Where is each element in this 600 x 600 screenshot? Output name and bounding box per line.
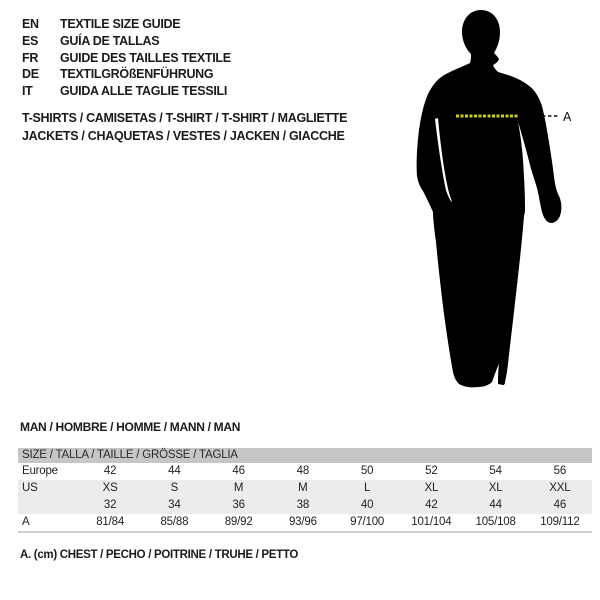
language-code: ES — [22, 33, 39, 48]
cell: S — [170, 482, 179, 494]
language-label: TEXTILE SIZE GUIDE — [60, 17, 181, 31]
table-row-numeric — [18, 497, 592, 514]
cell: 48 — [296, 465, 310, 477]
cell: 42 — [103, 465, 117, 477]
table-row-chest-a — [18, 514, 592, 531]
cell: 36 — [232, 499, 245, 511]
cell: 89/92 — [224, 516, 253, 528]
row-label — [18, 497, 78, 514]
table-row-us — [18, 480, 592, 497]
language-code: DE — [22, 67, 39, 82]
garment-line-jackets: JACKETS / CHAQUETAS / VESTES / JACKEN / GIACCHE — [22, 129, 345, 143]
cell: 93/96 — [288, 516, 317, 528]
language-code: FR — [22, 50, 39, 65]
man-silhouette-shape — [417, 10, 562, 387]
man-back-silhouette-icon — [408, 6, 578, 390]
garment-line-tshirts: T-SHIRTS / CAMISETAS / T-SHIRT / T-SHIRT / MAGLIETTE — [22, 111, 348, 125]
language-row-fr — [22, 50, 231, 67]
cell: M — [233, 482, 244, 494]
cell: 105/108 — [475, 516, 516, 528]
language-row-en — [22, 16, 231, 33]
cell: 38 — [296, 499, 310, 511]
section-title-man: MAN / HOMBRE / HOMME / MANN / MAN — [20, 420, 241, 434]
cell: 46 — [553, 499, 567, 511]
language-code: IT — [22, 84, 33, 99]
cell: 42 — [425, 499, 438, 511]
language-list — [22, 16, 231, 100]
measure-label-a: A — [563, 110, 572, 124]
cell: XXL — [549, 482, 571, 494]
language-label: TEXTILGRÖßENFÜHRUNG — [60, 67, 214, 82]
size-table-header: SIZE / TALLA / TAILLE / GRÖSSE / TAGLIA — [18, 448, 592, 463]
size-table — [18, 448, 592, 533]
cell: XS — [102, 482, 118, 494]
cell: 46 — [232, 465, 245, 477]
language-row-it — [22, 83, 231, 100]
cell: 34 — [168, 499, 181, 511]
cell: 44 — [489, 499, 502, 511]
cell: M — [298, 482, 308, 494]
cell: 85/88 — [160, 516, 189, 528]
language-label: GUIDE DES TAILLES TEXTILE — [60, 50, 231, 65]
garment-categories — [22, 109, 347, 145]
cell: 44 — [168, 465, 181, 477]
cell: 52 — [425, 465, 438, 477]
cell: 50 — [360, 465, 374, 477]
cell: 40 — [360, 499, 374, 511]
language-row-de — [22, 66, 231, 83]
row-label: Europe — [22, 465, 58, 477]
cell: 56 — [553, 465, 567, 477]
language-label: GUIDA ALLE TAGLIE TESSILI — [60, 84, 228, 99]
row-label: US — [22, 482, 38, 494]
measurement-footnote: A. (cm) CHEST / PECHO / POITRINE / TRUHE / PETTO — [20, 549, 299, 561]
cell: 54 — [489, 465, 502, 477]
cell: 101/104 — [411, 516, 452, 528]
cell: XL — [488, 482, 503, 494]
row-label: A — [22, 516, 30, 528]
language-code: EN — [22, 17, 39, 31]
language-row-es — [22, 33, 231, 50]
cell: 32 — [103, 499, 117, 511]
cell: 81/84 — [96, 516, 125, 528]
measurement-figure — [408, 6, 578, 390]
cell: XL — [424, 482, 439, 494]
cell: 97/100 — [350, 516, 385, 528]
table-row-europe — [18, 463, 592, 480]
cell: L — [364, 482, 371, 494]
language-label: GUÍA DE TALLAS — [60, 33, 160, 48]
cell: 109/112 — [540, 516, 580, 528]
